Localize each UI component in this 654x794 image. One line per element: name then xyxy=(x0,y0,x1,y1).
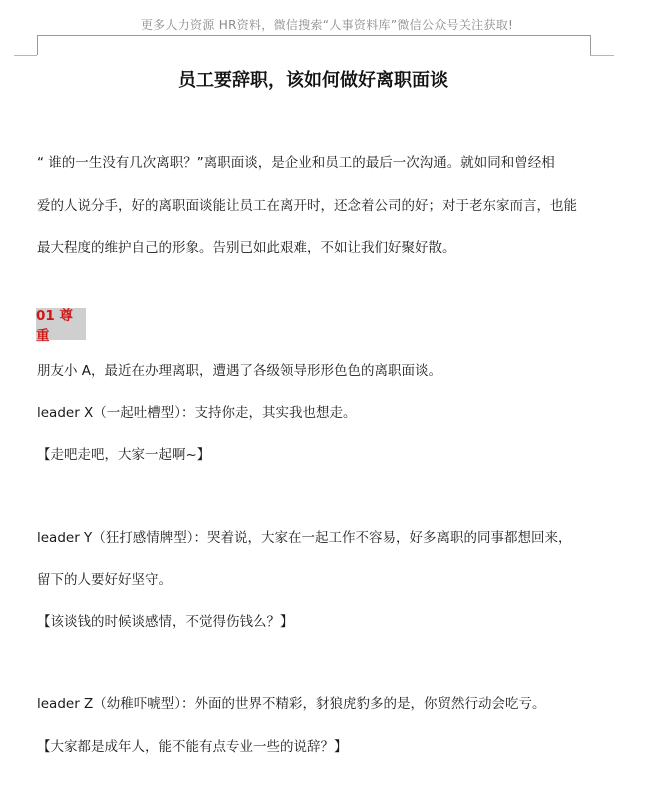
page-corner-mark-left xyxy=(37,35,38,55)
margin-mark-right xyxy=(590,55,614,56)
intro-line-2: 爱的人说分手，好的离职面谈能让员工在离开时，还念着公司的好；对于老东家而言，也能 xyxy=(37,198,577,214)
leader-y-comment: 【该谈钱的时候谈感情，不觉得伤钱么？】 xyxy=(37,614,294,630)
page-corner-mark-right xyxy=(590,35,591,55)
intro-line-3: 最大程度的维护自己的形象。告别已如此艰难，不如让我们好聚好散。 xyxy=(37,240,456,256)
leader-z-comment: 【大家都是成年人，能不能有点专业一些的说辞？】 xyxy=(37,739,348,755)
leader-x-line: leader X（一起吐槽型）：支持你走，其实我也想走。 xyxy=(37,405,357,421)
leader-x-comment: 【走吧走吧，大家一起啊~】 xyxy=(37,447,211,463)
leader-y-line-2: 留下的人要好好坚守。 xyxy=(37,572,172,588)
section-heading-label: 01 尊重 xyxy=(36,308,73,344)
leader-y-line-1: leader Y（狂打感情牌型）：哭着说，大家在一起工作不容易，好多离职的同事都想回来， xyxy=(37,530,572,546)
header-note: 更多人力资源 HR资料，微信搜索“人事资料库”微信公众号关注获取! xyxy=(140,18,514,32)
section-intro-line: 朋友小 A，最近在办理离职，遭遇了各级领导形形色色的离职面谈。 xyxy=(37,363,443,379)
intro-line-1: “ 谁的一生没有几次离职？”离职面谈，是企业和员工的最后一次沟通。就如同和曾经相 xyxy=(37,155,555,171)
margin-mark-left xyxy=(14,55,37,56)
leader-z-line: leader Z（幼稚吓唬型）：外面的世界不精彩，豺狼虎豹多的是，你贸然行动会吃亏。 xyxy=(37,696,546,712)
section-heading-badge xyxy=(36,308,86,344)
document-title: 员工要辞职，该如何做好离职面谈 xyxy=(178,70,448,91)
header-rule xyxy=(37,35,590,36)
